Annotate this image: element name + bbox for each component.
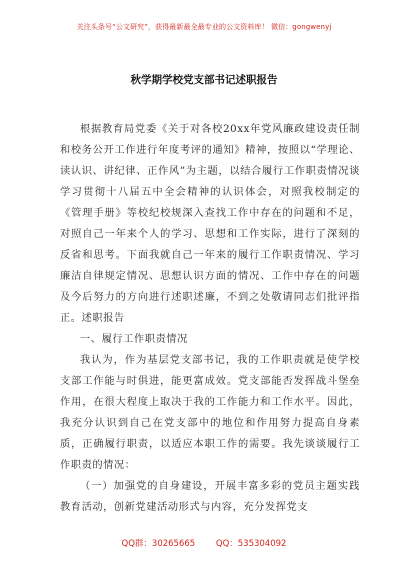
top-banner: 关注头条号“公文研究”，获得最新最全最专业的公文资料库！ 微信：gongwenyj xyxy=(76,23,332,31)
footer-qq: QQ：535304092 xyxy=(215,539,287,549)
section-heading: 一、履行工作职责情况 xyxy=(80,334,188,345)
intro-paragraph: 根据教育局党委《关于对各校20xx年党风廉政建设责任制和校务公开工作进行年度考评的通知》精神，按照以“学理论、读认识、讲纪律、正作风”为主题，以结合履行工作职责情况谈学习贯彻十八届五中全会精神的认识体会，对照我校制定的《管理手册》等校纪校规深入查找工作中存在的问题和不足，对照自己一年来个人的学习、思想和工作实际，进行了深刻的反省和思考。下面我就自己一年来的履行工作职责情况、学习廉洁自律规定情况、思想认识方面的情况、工作中存在的问题及今后努力的方向进行述职述廉，不到之处敬请同志们批评指正。述职报告 xyxy=(60,124,360,324)
footer-qq-group: QQ群：30265665 xyxy=(121,539,196,549)
body-paragraph: （一）加强党的自身建设，开展丰富多彩的党员主题实践教育活动，创新党建活动形式与内容，充分发挥党支 xyxy=(60,481,360,513)
body-paragraph: 我认为，作为基层党支部书记，我的工作职责就是使学校支部工作能与时俱进，能更富成效。党支部能否发挥战斗堡垒作用，在很大程度上取决于我的工作能力和工作水平。因此，我充分认识到自己在党支部中的地位和作用努力提高自身素质，正确履行职责，以适应本职工作的需要。我先谈谈履行工作职责的情况： xyxy=(60,355,360,471)
document-body xyxy=(60,119,360,518)
document-title: 秋学期学校党支部书记述职报告 xyxy=(130,74,278,86)
footer-contact xyxy=(0,537,408,549)
